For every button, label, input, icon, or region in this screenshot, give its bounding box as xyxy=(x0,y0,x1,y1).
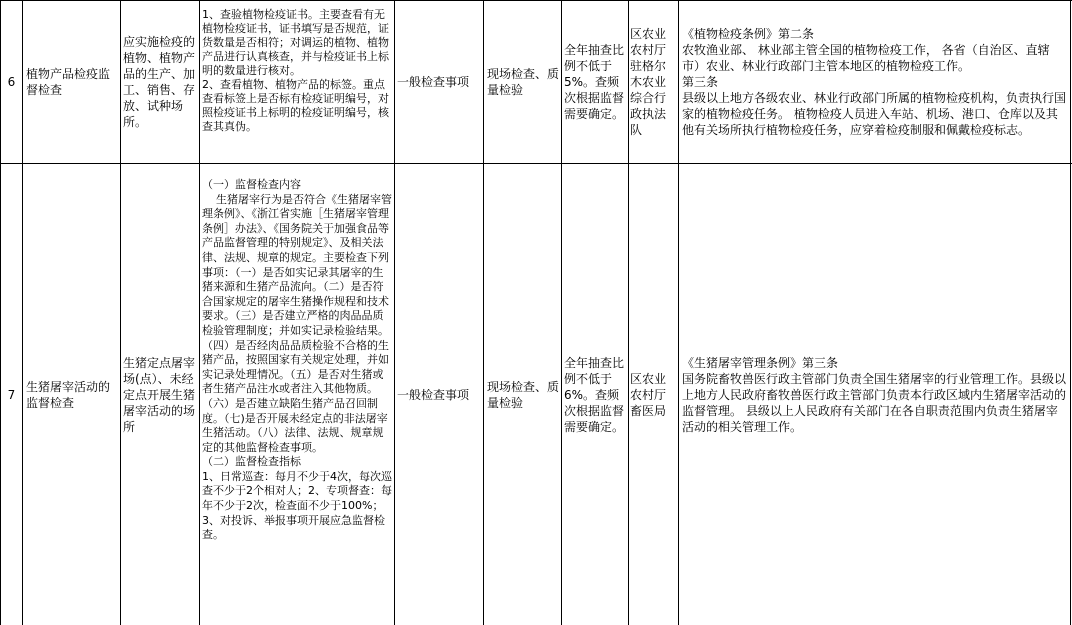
content-cell xyxy=(202,178,393,624)
inspection-method: 现场检查、质量检验 xyxy=(487,67,559,97)
agency-cell xyxy=(630,1,676,163)
item-name-cell xyxy=(26,1,118,163)
column-divider xyxy=(678,0,679,625)
column-divider xyxy=(199,0,200,625)
item-name: 植物产品检疫监督检查 xyxy=(26,67,111,97)
method-cell xyxy=(487,164,559,625)
inspection-agency: 区农业农村厅畜医局 xyxy=(630,371,667,418)
column-divider xyxy=(1070,0,1071,625)
type-cell xyxy=(397,164,481,625)
table-row xyxy=(1,1,22,163)
inspection-content: （一）监督检查内容 生猪屠宰行为是否符合《生猪屠宰管理条例》、《浙江省实施［生猪屠宰管理条例］办法》、《国务院关于加强食品等产品监督管理的特别规定》、及相关法律、法规、规章的规定。主要检查下列事项：（一）是否如实记录其屠宰的生猪来源和生猪产品流向。（二）是否符合国家规定的屠宰生猪操作规程和技术要求。（三）是否建立严格的肉品品质检验管理制度；并如实记录检验结果。（四）是否经肉品品质检验不合格的生猪产品，按照国家有关规定处理，并如实记录处理情况。（五）是否对生猪或者生猪产品注水或者注入其他物质。（六）是否建立缺陷生猪产品召回制度。（七)是否开展未经定点的非法屠宰生猪活动。（八）法律、法规、规章规定的其他监督检查事项。 （二）监督检查指标 1、日常巡查：每月不少于4次，每次巡查不少于2个相对人；2、专项督查：每年不少于2次，检查面不少于100%；3、对投诉、举报事项开展应急监督检查。 xyxy=(202,178,392,542)
inspection-content: 1、查验植物检疫证书。主要查看有无植物检疫证书，证书填写是否规范，证货数量是否相符；对调运的植物、植物产品进行认真核查，并与检疫证书上标明的数量进行核对。 2、查看植物、植物产品的标签。重点查看标签上是否标有检疫证明编号，对照检疫证书上标明的检疫证明编号，核查其真伪。 xyxy=(202,8,389,133)
content-cell xyxy=(202,8,393,162)
type-cell xyxy=(397,1,481,163)
column-divider xyxy=(394,0,395,625)
object-cell xyxy=(123,164,197,625)
item-name-cell xyxy=(26,164,118,625)
basis-cell xyxy=(682,1,1067,163)
column-divider xyxy=(628,0,629,625)
method-cell xyxy=(487,1,559,163)
row-index: 7 xyxy=(7,387,16,402)
inspection-type: 一般检查事项 xyxy=(397,387,470,402)
column-divider xyxy=(483,0,484,625)
inspection-object: 生猪定点屠宰场(点）、未经定点开展生猪屠宰活动的场所 xyxy=(123,355,196,434)
inspection-type: 一般检查事项 xyxy=(397,75,470,89)
inspection-agency: 区农业农村厅驻格尔木农业综合行政执法队 xyxy=(630,27,667,137)
legal-basis: 《生猪屠宰管理条例》第三条 国务院畜牧兽医行政主管部门负责全国生猪屠宰的行业管理工作。县级以上地方人民政府畜牧兽医行政主管部门负责本行政区域内生猪屠宰活动的监督管理。 县级以上人民政府有关部门在各自职责范围内负责生猪屠宰活动的相关管理工作。 xyxy=(682,355,1067,434)
ratio-cell xyxy=(564,164,626,625)
column-divider xyxy=(561,0,562,625)
item-name: 生猪屠宰活动的监督检查 xyxy=(26,379,111,410)
basis-cell xyxy=(682,164,1067,625)
object-cell xyxy=(123,1,197,163)
column-divider xyxy=(120,0,121,625)
row-index: 6 xyxy=(7,75,16,89)
inspection-object: 应实施检疫的植物、植物产品的生产、加工、销售、存放、试种场所。 xyxy=(123,35,196,129)
inspection-method: 现场检查、质量检验 xyxy=(487,379,559,410)
inspection-ratio: 全年抽查比例不低于5%。查频次根据监督需要确定。 xyxy=(564,43,625,121)
column-divider xyxy=(22,0,23,625)
table-row xyxy=(1,164,22,625)
agency-cell xyxy=(630,164,676,625)
inspection-ratio: 全年抽查比例不低于6%。查频次根据监督需要确定。 xyxy=(564,355,625,434)
ratio-cell xyxy=(564,1,626,163)
legal-basis: 《植物检疫条例》第二条 农牧渔业部、 林业部主管全国的植物检疫工作， 各省（自治区、直辖市）农业、林业行政部门主管本地区的植物检疫工作。 第三条 县级以上地方各级农业、林业行政部门所属的植物检疫机构，负责执行国家的植物检疫任务。 植物检疫人员进入车站、机场、港口、仓库以及其他有关场所执行植物检疫任务，应穿着检疫制服和佩戴检疫标志。 xyxy=(682,27,1067,137)
